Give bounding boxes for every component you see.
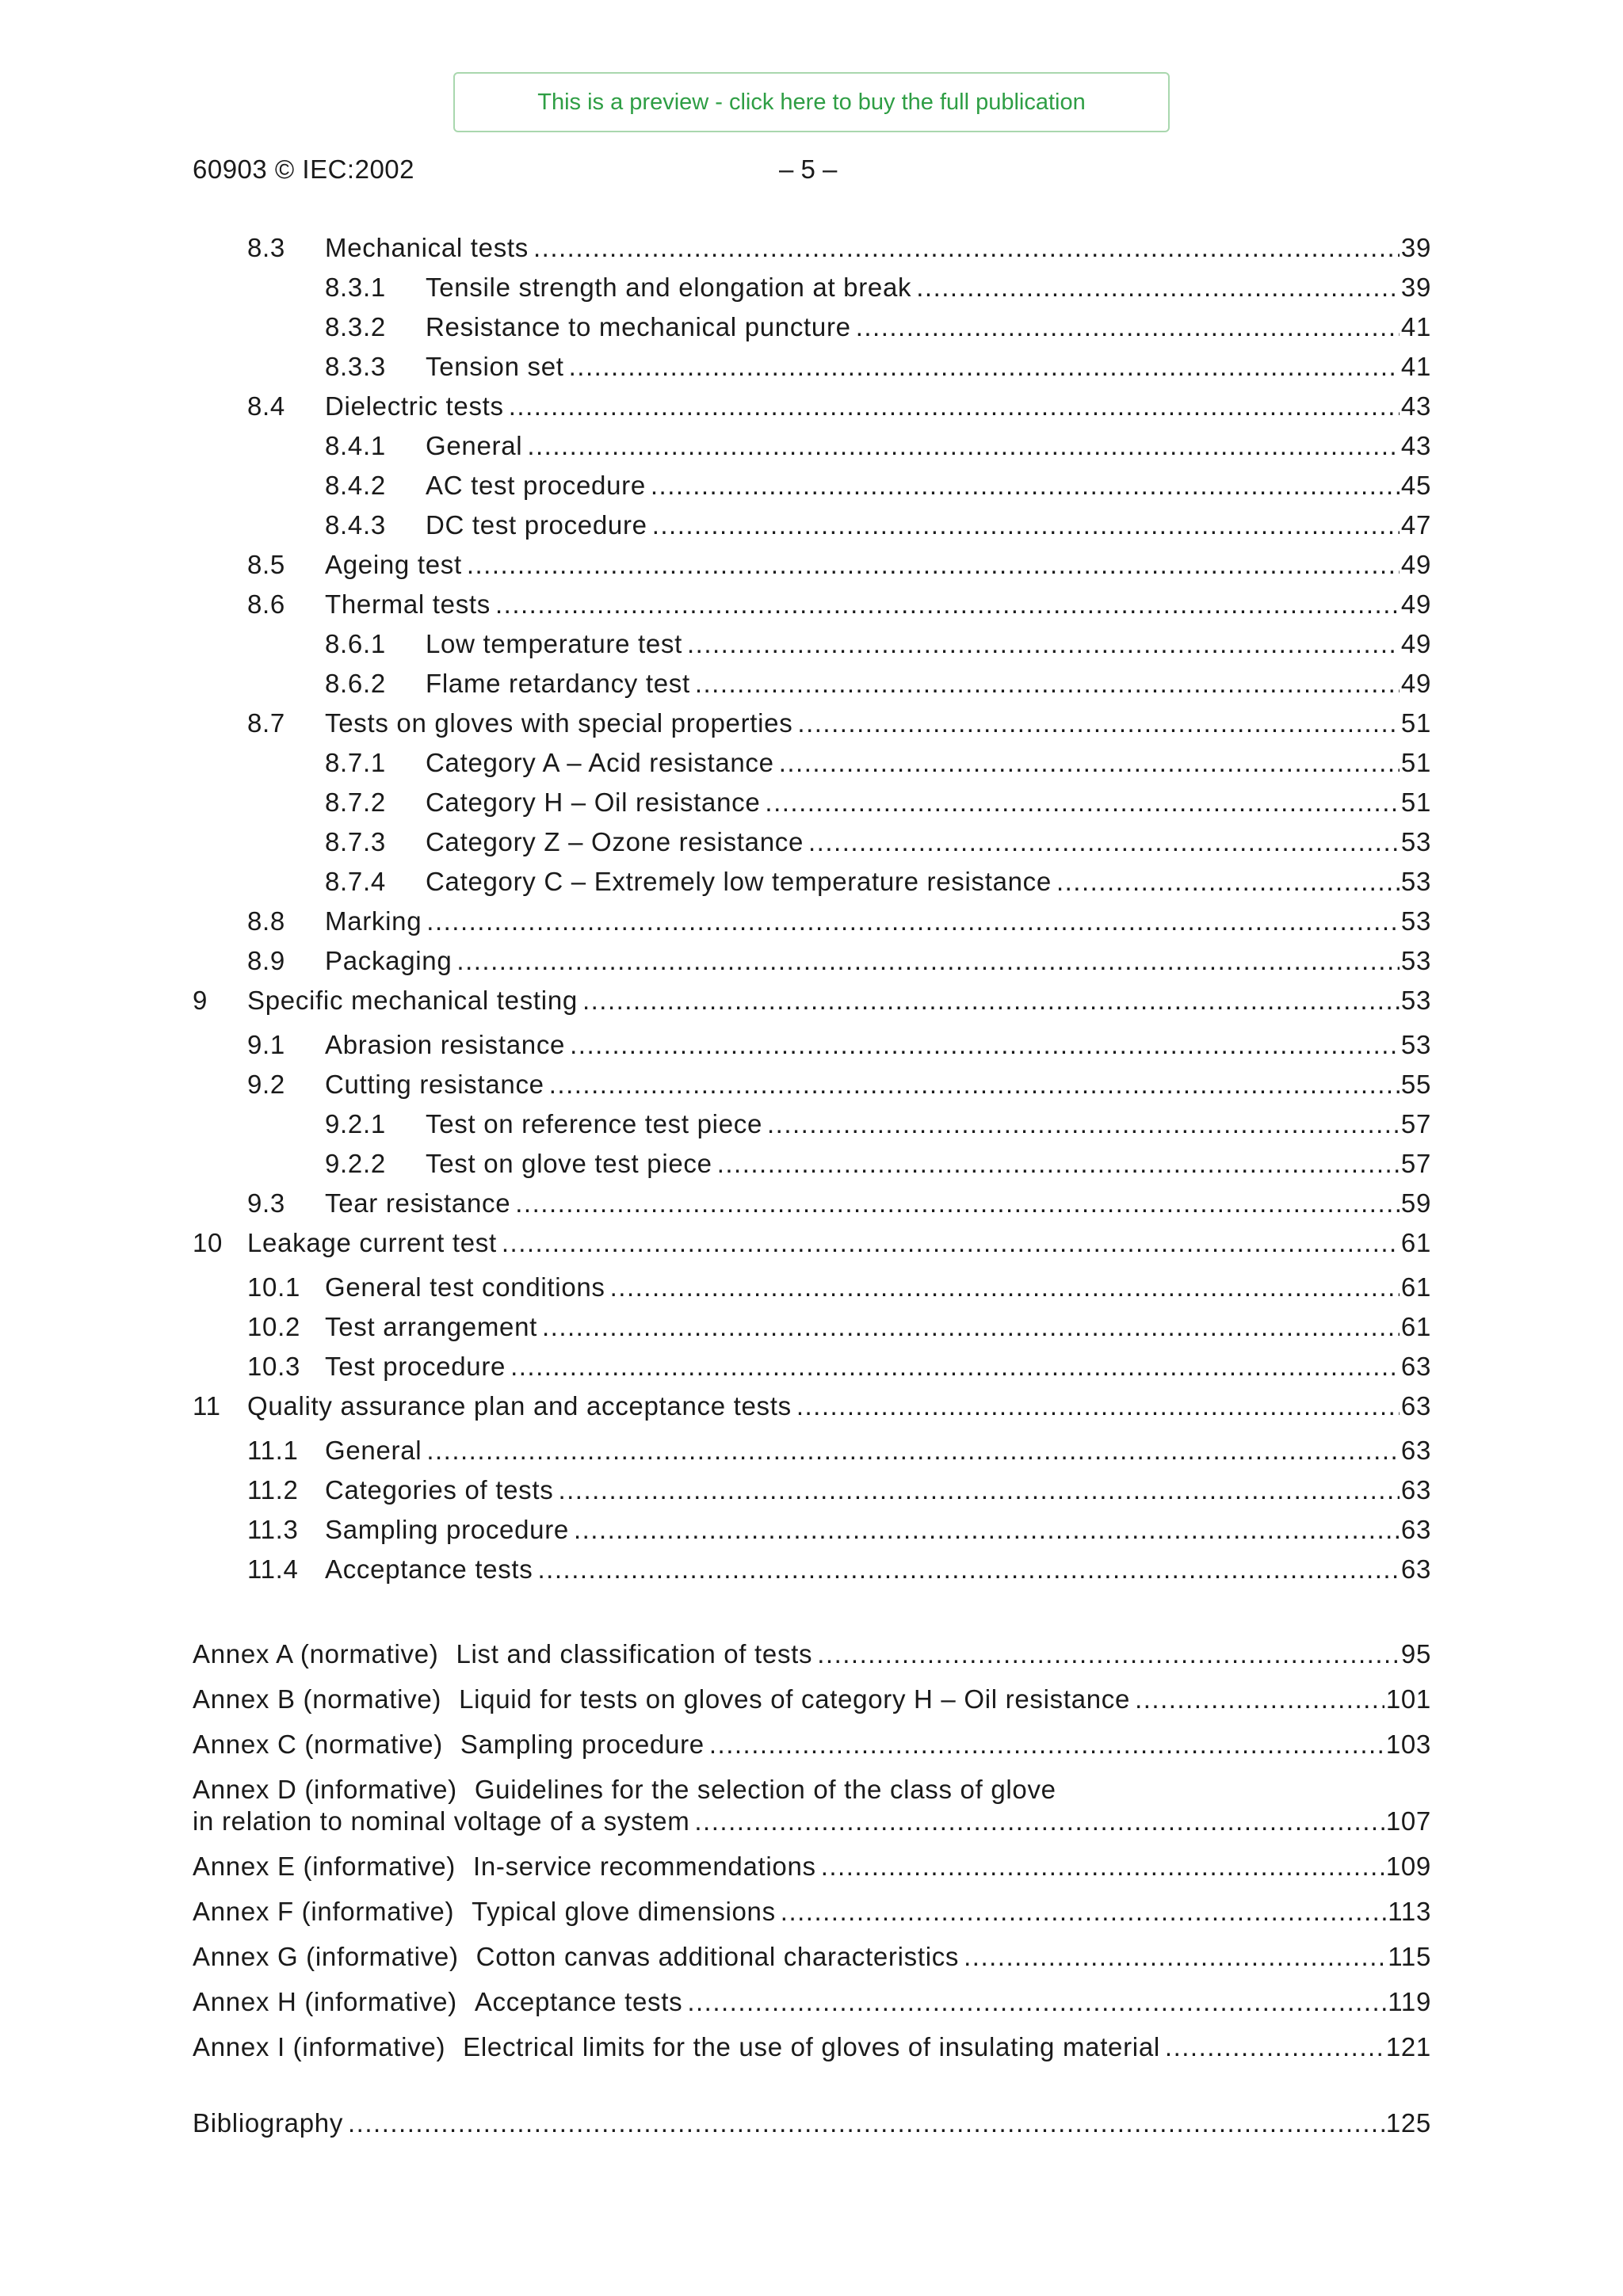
- toc-number: 11: [193, 1391, 221, 1421]
- dot-leader: [610, 1268, 1400, 1306]
- annex-title-continuation: in relation to nominal voltage of a system: [193, 1806, 690, 1836]
- toc-page: 39: [1400, 273, 1431, 302]
- toc-title: Category C – Extremely low temperature resistance: [426, 867, 1052, 896]
- toc-title: DC test procedure: [426, 510, 647, 540]
- toc-entry[interactable]: [247, 387, 1431, 425]
- toc-title: Categories of tests: [325, 1475, 554, 1505]
- toc-page: 53: [1400, 1030, 1431, 1059]
- dot-leader: [687, 625, 1400, 663]
- toc-title: Leakage current test: [247, 1228, 497, 1257]
- toc-title: Test on glove test piece: [426, 1149, 712, 1178]
- toc-title: General test conditions: [325, 1272, 605, 1302]
- toc-entry[interactable]: [247, 546, 1431, 584]
- toc-number: 8.6.2: [325, 669, 386, 698]
- annex-label: Annex F (informative): [193, 1897, 455, 1926]
- toc-title: Low temperature test: [426, 629, 682, 658]
- toc-title: AC test procedure: [426, 471, 646, 500]
- toc-entry[interactable]: [325, 625, 1431, 663]
- toc-entry[interactable]: [247, 1184, 1431, 1222]
- toc-entry[interactable]: [325, 784, 1431, 822]
- toc-page: 53: [1400, 986, 1431, 1015]
- toc-number: 8.4.3: [325, 510, 386, 540]
- toc-page: 41: [1400, 312, 1431, 341]
- bibliography-page: 125: [1385, 2108, 1431, 2138]
- toc-number: 10.2: [247, 1312, 301, 1341]
- toc-page: 63: [1400, 1391, 1431, 1421]
- toc-title: Tests on gloves with special properties: [325, 708, 793, 738]
- annex-page: 113: [1388, 1897, 1431, 1926]
- toc-page: 47: [1400, 510, 1431, 540]
- dot-leader: [1056, 863, 1400, 901]
- toc-page: 55: [1400, 1070, 1431, 1099]
- toc-number: 9.2: [247, 1070, 285, 1099]
- toc-entry[interactable]: [325, 308, 1431, 346]
- toc-title: Test on reference test piece: [426, 1109, 762, 1138]
- dot-leader: [652, 506, 1400, 544]
- toc-title: Resistance to mechanical puncture: [426, 312, 851, 341]
- toc-entry[interactable]: [247, 1308, 1431, 1346]
- annex-title: Guidelines for the selection of the class of glove: [474, 1775, 1056, 1804]
- toc-entry[interactable]: [247, 1348, 1431, 1386]
- toc-number: 8.8: [247, 906, 285, 936]
- toc-number: 9: [193, 986, 208, 1015]
- dot-leader: [527, 427, 1400, 465]
- toc-page: 43: [1400, 391, 1431, 421]
- annex-entry[interactable]: [193, 1938, 1431, 1976]
- toc-page: 51: [1400, 788, 1431, 817]
- toc-entry[interactable]: [247, 1066, 1431, 1104]
- buy-publication-banner[interactable]: This is a preview - click here to buy the full publication: [453, 72, 1170, 132]
- toc-number: 8.7.2: [325, 788, 386, 817]
- dot-leader: [558, 1471, 1399, 1509]
- annex-entry[interactable]: [193, 1726, 1431, 1764]
- annex-page: 101: [1385, 1684, 1431, 1714]
- toc-entry[interactable]: [247, 1268, 1431, 1306]
- annex-title: Sampling procedure: [460, 1730, 705, 1759]
- toc-number: 8.7.3: [325, 827, 386, 856]
- toc-title: Category A – Acid resistance: [426, 748, 774, 777]
- toc-entry[interactable]: [247, 902, 1431, 940]
- annex-page: 119: [1388, 1987, 1431, 2016]
- annex-title: Electrical limits for the use of gloves of insulating material: [463, 2032, 1160, 2061]
- toc-entry[interactable]: [325, 1145, 1431, 1183]
- toc-page: 41: [1400, 352, 1431, 381]
- toc-entry[interactable]: [193, 982, 1431, 1020]
- toc-page: 61: [1400, 1272, 1431, 1302]
- toc-title: Marking: [325, 906, 422, 936]
- toc-number: 8.7.1: [325, 748, 386, 777]
- toc-page: 43: [1400, 431, 1431, 460]
- toc-number: 9.2.2: [325, 1149, 386, 1178]
- toc-entry[interactable]: [325, 823, 1431, 861]
- toc-page: 63: [1400, 1475, 1431, 1505]
- dot-leader: [1165, 2028, 1384, 2066]
- toc-title: Packaging: [325, 946, 453, 975]
- dot-leader: [808, 823, 1400, 861]
- annex-entry[interactable]: [193, 1635, 1431, 1673]
- dot-leader: [533, 229, 1400, 267]
- bibliography-title: Bibliography: [193, 2108, 344, 2138]
- toc-entry[interactable]: [247, 1026, 1431, 1064]
- toc-title: Cutting resistance: [325, 1070, 544, 1099]
- toc-number: 8.5: [247, 550, 285, 579]
- dot-leader: [916, 269, 1400, 307]
- annex-entry[interactable]: [193, 1848, 1431, 1886]
- toc-title: Test procedure: [325, 1352, 506, 1381]
- annex-page: 107: [1385, 1806, 1431, 1836]
- toc-page: 51: [1400, 708, 1431, 738]
- toc-entry[interactable]: [325, 665, 1431, 703]
- annex-title: Cotton canvas additional characteristics: [475, 1942, 960, 1971]
- toc-title: Test arrangement: [325, 1312, 537, 1341]
- annex-title: List and classification of tests: [456, 1639, 813, 1669]
- dot-leader: [510, 1348, 1400, 1386]
- toc-number: 11.1: [247, 1436, 299, 1465]
- toc-page: 53: [1400, 946, 1431, 975]
- annex-label: Annex C (normative): [193, 1730, 443, 1759]
- annex-label: Annex H (informative): [193, 1987, 457, 2016]
- toc-number: 11.3: [247, 1515, 299, 1544]
- dot-leader: [695, 665, 1400, 703]
- toc-entry[interactable]: [325, 506, 1431, 544]
- dot-leader: [467, 546, 1400, 584]
- toc-title: Thermal tests: [325, 589, 491, 619]
- annex-entry[interactable]: [193, 1893, 1431, 1931]
- dot-leader: [767, 1105, 1400, 1143]
- dot-leader: [779, 744, 1400, 782]
- toc-title: Dielectric tests: [325, 391, 504, 421]
- toc-entry[interactable]: [325, 1105, 1431, 1143]
- toc-page: 61: [1400, 1312, 1431, 1341]
- annex-label: Annex E (informative): [193, 1852, 456, 1881]
- dot-leader: [582, 982, 1400, 1020]
- annex-title: Liquid for tests on gloves of category H – Oil resistance: [459, 1684, 1131, 1714]
- dot-leader: [797, 704, 1399, 742]
- toc-title: General: [426, 431, 523, 460]
- dot-leader: [817, 1635, 1400, 1673]
- toc-entry[interactable]: [247, 1511, 1431, 1549]
- toc-entry[interactable]: [325, 744, 1431, 782]
- dot-leader: [538, 1550, 1400, 1589]
- toc-title: Category H – Oil resistance: [426, 788, 761, 817]
- toc-page: 59: [1400, 1188, 1431, 1218]
- toc-title: Specific mechanical testing: [247, 986, 578, 1015]
- dot-leader: [1135, 1680, 1384, 1718]
- annex-page: 121: [1385, 2032, 1431, 2061]
- dot-leader: [509, 387, 1400, 425]
- dot-leader: [964, 1938, 1386, 1976]
- toc-entry[interactable]: [325, 348, 1431, 386]
- toc-number: 8.6.1: [325, 629, 386, 658]
- dot-leader: [502, 1224, 1400, 1262]
- toc-entry[interactable]: [247, 585, 1431, 624]
- toc-page: 63: [1400, 1436, 1431, 1465]
- dot-leader: [426, 902, 1400, 940]
- toc-number: 8.3: [247, 233, 285, 262]
- toc-page: 57: [1400, 1149, 1431, 1178]
- dot-leader: [574, 1511, 1400, 1549]
- document-id: 60903 © IEC:2002: [193, 154, 415, 184]
- dot-leader: [426, 1432, 1400, 1470]
- dot-leader: [687, 1983, 1386, 2021]
- annex-label: Annex I (informative): [193, 2032, 446, 2061]
- toc-number: 8.4.2: [325, 471, 386, 500]
- annex-page: 103: [1385, 1730, 1431, 1759]
- dot-leader: [515, 1184, 1400, 1222]
- toc-title: Tensile strength and elongation at break: [426, 273, 912, 302]
- toc-page: 61: [1400, 1228, 1431, 1257]
- annex-page: 95: [1400, 1639, 1431, 1669]
- toc-entry[interactable]: [247, 1471, 1431, 1509]
- dot-leader: [765, 784, 1399, 822]
- dot-leader: [456, 942, 1399, 980]
- toc-entry[interactable]: [247, 1432, 1431, 1470]
- annex-label: Annex D (informative): [193, 1775, 457, 1804]
- dot-leader: [651, 467, 1400, 505]
- annex-label: Annex A (normative): [193, 1639, 439, 1669]
- annex-title: In-service recommendations: [473, 1852, 816, 1881]
- toc-number: 9.2.1: [325, 1109, 386, 1138]
- toc-number: 8.3.2: [325, 312, 386, 341]
- toc-entry[interactable]: [247, 229, 1431, 267]
- toc-page: 51: [1400, 748, 1431, 777]
- toc-title: Quality assurance plan and acceptance tests: [247, 1391, 792, 1421]
- toc-entry[interactable]: [247, 704, 1431, 742]
- dot-leader: [717, 1145, 1400, 1183]
- toc-page: 49: [1400, 589, 1431, 619]
- page-number: – 5 –: [779, 154, 838, 184]
- toc-entry[interactable]: [247, 1550, 1431, 1589]
- annex-label: Annex G (informative): [193, 1942, 459, 1971]
- toc-number: 8.3.3: [325, 352, 386, 381]
- toc-page: 49: [1400, 629, 1431, 658]
- dot-leader: [542, 1308, 1400, 1346]
- toc-entry[interactable]: [325, 427, 1431, 465]
- annex-page: 109: [1385, 1852, 1431, 1881]
- toc-number: 8.4.1: [325, 431, 386, 460]
- toc-number: 8.4: [247, 391, 285, 421]
- toc-entry[interactable]: [193, 1224, 1431, 1262]
- toc-page: 39: [1400, 233, 1431, 262]
- toc-entry[interactable]: [325, 467, 1431, 505]
- dot-leader: [570, 1026, 1400, 1064]
- annex-label: Annex B (normative): [193, 1684, 442, 1714]
- annex-entry[interactable]: [193, 1983, 1431, 2021]
- toc-title: Acceptance tests: [325, 1554, 533, 1584]
- dot-leader: [856, 308, 1400, 346]
- toc-page: 53: [1400, 867, 1431, 896]
- toc-page: 63: [1400, 1554, 1431, 1584]
- toc-page: 63: [1400, 1515, 1431, 1544]
- toc-number: 9.1: [247, 1030, 285, 1059]
- annex-title: Acceptance tests: [474, 1987, 683, 2016]
- toc-number: 10.3: [247, 1352, 301, 1381]
- dot-leader: [821, 1848, 1384, 1886]
- toc-number: 11.2: [247, 1475, 299, 1505]
- toc-entry[interactable]: [325, 269, 1431, 307]
- toc-title: General: [325, 1436, 422, 1465]
- annex-title: Typical glove dimensions: [472, 1897, 776, 1926]
- toc-number: 11.4: [247, 1554, 299, 1584]
- toc-title: Category Z – Ozone resistance: [426, 827, 804, 856]
- toc-number: 9.3: [247, 1188, 285, 1218]
- toc-title: Flame retardancy test: [426, 669, 690, 698]
- toc-number: 10: [193, 1228, 223, 1257]
- dot-leader: [781, 1893, 1386, 1931]
- toc-entry[interactable]: [325, 863, 1431, 901]
- toc-number: 10.1: [247, 1272, 301, 1302]
- toc-title: Abrasion resistance: [325, 1030, 566, 1059]
- toc-page: 53: [1400, 827, 1431, 856]
- dot-leader: [569, 348, 1400, 386]
- toc-title: Tension set: [426, 352, 564, 381]
- dot-leader: [348, 2104, 1384, 2142]
- toc-title: Tear resistance: [325, 1188, 511, 1218]
- toc-page: 49: [1400, 669, 1431, 698]
- toc-title: Mechanical tests: [325, 233, 529, 262]
- toc-page: 49: [1400, 550, 1431, 579]
- dot-leader: [709, 1726, 1384, 1764]
- dot-leader: [694, 1802, 1384, 1840]
- dot-leader: [549, 1066, 1400, 1104]
- toc-number: 8.3.1: [325, 273, 386, 302]
- dot-leader: [796, 1387, 1400, 1425]
- toc-title: Ageing test: [325, 550, 462, 579]
- toc-title: Sampling procedure: [325, 1515, 569, 1544]
- annex-entry[interactable]: [193, 1680, 1431, 1718]
- toc-number: 8.9: [247, 946, 285, 975]
- toc-entry[interactable]: [247, 942, 1431, 980]
- dot-leader: [495, 585, 1400, 624]
- bibliography-entry[interactable]: [193, 2104, 1431, 2142]
- toc-page: 45: [1400, 471, 1431, 500]
- annex-entry[interactable]: [193, 1802, 1431, 1840]
- toc-page: 53: [1400, 906, 1431, 936]
- toc-number: 8.6: [247, 589, 285, 619]
- toc-page: 57: [1400, 1109, 1431, 1138]
- annex-entry[interactable]: [193, 2028, 1431, 2066]
- toc-entry[interactable]: [193, 1387, 1431, 1425]
- toc-page: 63: [1400, 1352, 1431, 1381]
- toc-number: 8.7.4: [325, 867, 386, 896]
- annex-page: 115: [1388, 1942, 1431, 1971]
- toc-number: 8.7: [247, 708, 285, 738]
